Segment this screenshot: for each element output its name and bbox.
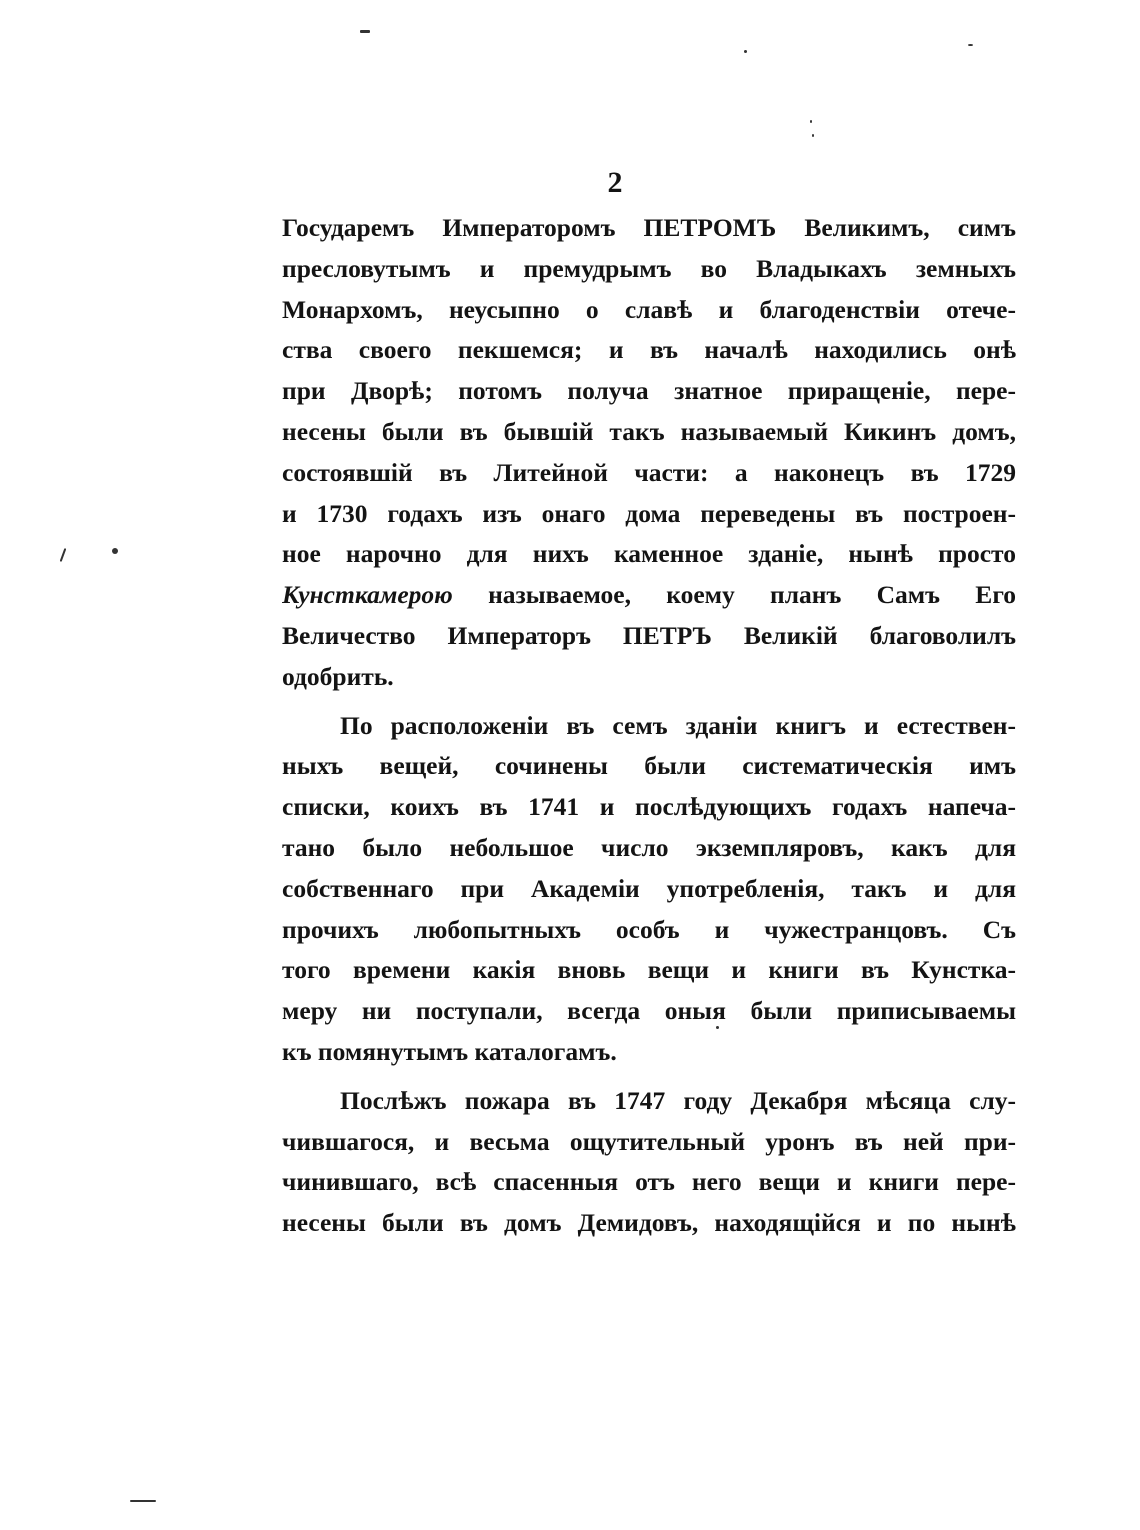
scan-speck — [810, 120, 812, 123]
text-line: Величество Императоръ ПЕТРЪ Великій благоволилъ — [282, 620, 1016, 650]
text-line: несены были въ домъ Демидовъ, находящійся и по нынѣ — [282, 1208, 1016, 1238]
scan-speck — [744, 50, 747, 53]
text-line: ныхъ вещей, сочинены были систематическія имъ — [282, 751, 1016, 781]
scan-speck — [716, 1026, 719, 1029]
text-line: несены были въ бывшій такъ называемый Кикинъ домъ, — [282, 416, 1016, 446]
scan-speck — [360, 30, 370, 33]
text-line: того времени какія вновь вещи и книги въ Кунстка- — [282, 955, 1016, 985]
text-line: списки, коихъ въ 1741 и послѣдующихъ годахъ напеча- — [282, 792, 1016, 822]
paragraph-2 — [282, 706, 1016, 1073]
text-line: Послѣжъ пожара въ 1747 году Декабря мѣсяца слу- — [340, 1085, 1016, 1115]
text-line: прочихъ любопытныхъ особъ и чужестранцовъ. Съ — [282, 914, 1016, 944]
body-text — [282, 208, 1016, 1244]
page-number: 2 — [607, 166, 623, 199]
text-line: и 1730 годахъ изъ онаго дома переведены въ построен- — [282, 498, 1016, 528]
text-line: состоявшій въ Литейной части: а наконецъ въ 1729 — [282, 457, 1016, 487]
text-line: чинившаго, всѣ спасенныя отъ него вещи и книги пере- — [282, 1167, 1016, 1197]
text-line: ства своего пекшемся; и въ началѣ находились онѣ — [282, 335, 1016, 365]
paragraph-1 — [282, 208, 1016, 698]
text-line: Государемъ Императоромъ ПЕТРОМЪ Великимъ, симъ — [282, 213, 1016, 242]
text-line: пресловутымъ и премудрымъ во Владыкахъ земныхъ — [282, 253, 1016, 283]
italic-word: Кунсткамерою — [282, 580, 453, 610]
text-line: ное нарочно для нихъ каменное зданіе, нынѣ просто — [282, 539, 1016, 569]
text-line: одобрить. — [282, 661, 394, 691]
text-line: при Дворѣ; потомъ получа знатное приращеніе, пере- — [282, 376, 1016, 406]
text-span: называемое, коему планъ Самъ Его — [488, 580, 1016, 610]
text-line: собственнаго при Академіи употребленія, такъ и для — [282, 873, 1016, 903]
text-line: чившагося, и весьма ощутительный уронъ въ ней при- — [282, 1126, 1016, 1156]
scan-speck — [812, 134, 814, 137]
text-line: къ помянутымъ каталогамъ. — [282, 1036, 617, 1066]
scan-speck — [60, 548, 67, 562]
text-line: меру ни поступали, всегда оныя были приписываемы — [282, 996, 1016, 1026]
text-line: Монархомъ, неусыпно о славѣ и благоденствіи отече- — [282, 294, 1016, 324]
text-line: тано было небольшое число экземпляровъ, какъ для — [282, 832, 1016, 862]
scan-speck — [112, 548, 118, 554]
paragraph-3 — [282, 1081, 1016, 1244]
text-line-italic — [282, 575, 1016, 616]
text-line: По расположеніи въ семъ зданіи книгъ и естествен- — [340, 710, 1016, 740]
scan-speck — [130, 1500, 156, 1502]
scan-speck — [968, 44, 973, 46]
